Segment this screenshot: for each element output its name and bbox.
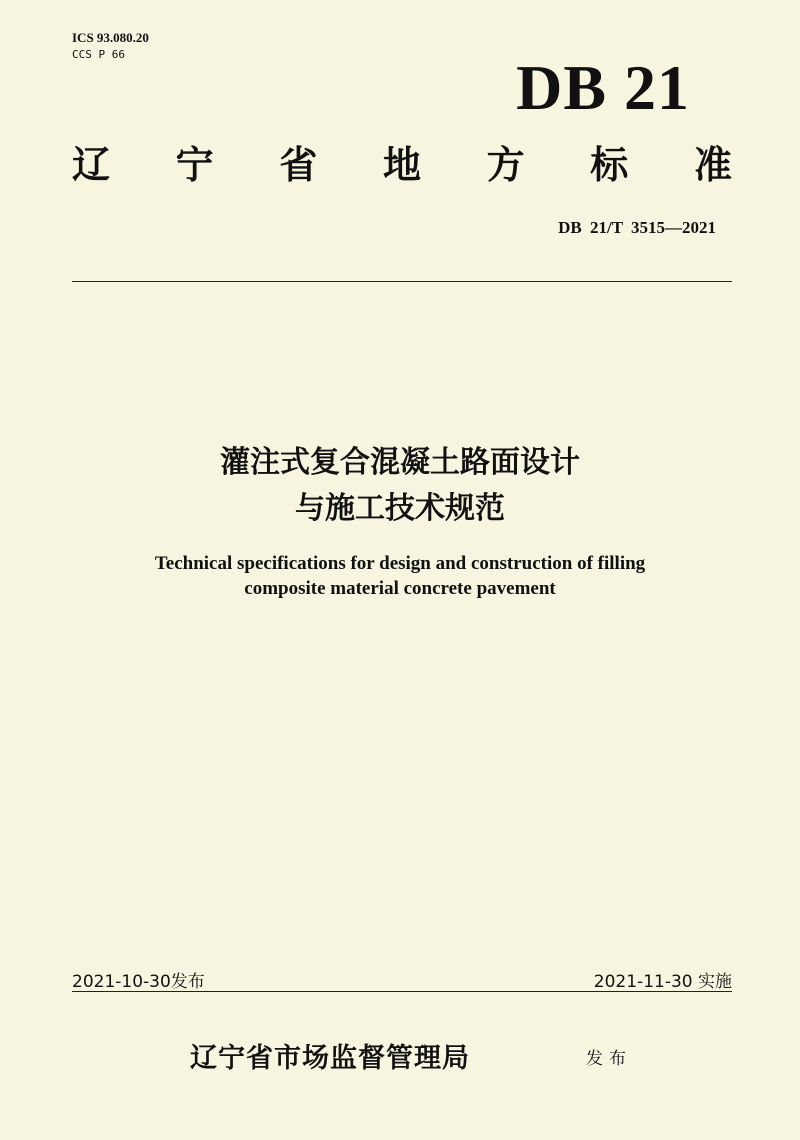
ccs-code: CCS P 66 <box>72 48 125 61</box>
standard-type-char: 辽 <box>72 142 111 187</box>
chinese-title-line: 与施工技术规范 <box>295 491 505 526</box>
top-divider <box>72 281 732 282</box>
issuing-authority: 辽宁省市场监督管理局 <box>190 1043 470 1074</box>
english-title-line: Technical specifications for design and construction of filling <box>154 553 646 574</box>
implement-date: 2021-11-30 实施 <box>593 972 732 992</box>
standard-number: DB 21/T 3515—2021 <box>558 218 716 237</box>
english-title <box>0 551 800 601</box>
standard-type-char: 宁 <box>175 142 214 187</box>
standard-type-char: 标 <box>590 142 629 187</box>
english-title-line: composite material concrete pavement <box>244 578 556 599</box>
standard-type-char: 准 <box>693 142 732 187</box>
publish-date: 2021-10-30发布 <box>72 972 205 992</box>
ics-code: ICS 93.080.20 <box>72 30 149 45</box>
standard-type-heading <box>72 142 732 187</box>
chinese-title-line: 灌注式复合混凝土路面设计 <box>220 445 580 480</box>
standard-type-char: 地 <box>382 142 421 187</box>
issue-verb: 发布 <box>586 1049 632 1069</box>
chinese-title <box>0 440 800 532</box>
bottom-divider <box>72 991 732 992</box>
standard-prefix-code: DB 21 <box>516 52 690 123</box>
standard-type-char: 方 <box>486 142 525 187</box>
standard-type-char: 省 <box>279 142 318 187</box>
